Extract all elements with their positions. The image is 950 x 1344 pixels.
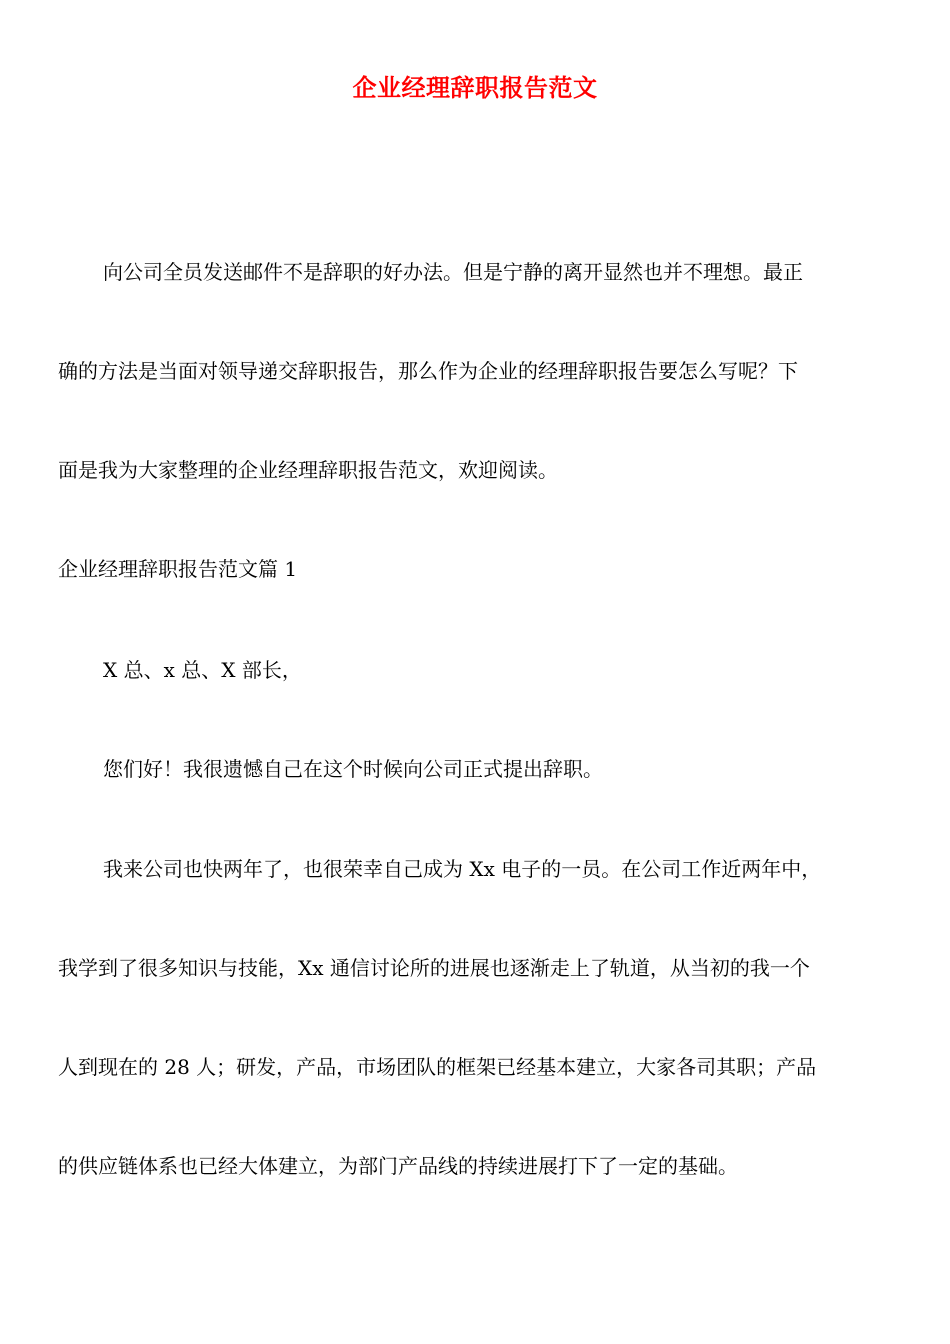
paragraph-line: 您们好！我很遗憾自己在这个时候向公司正式提出辞职。 <box>103 757 603 781</box>
paragraph-line: 向公司全员发送邮件不是辞职的好办法。但是宁静的离开显然也并不理想。最正 <box>103 260 803 284</box>
paragraph-line: 人到现在的 28 人；研发，产品，市场团队的框架已经基本建立，大家各司其职；产品 <box>58 1055 817 1079</box>
section-heading: 企业经理辞职报告范文篇 1 <box>58 557 298 581</box>
paragraph-line: 我学到了很多知识与技能，Xx 通信讨论所的进展也逐渐走上了轨道，从当初的我一个 <box>58 956 810 980</box>
paragraph-line: 我来公司也快两年了，也很荣幸自己成为 Xx 电子的一员。在公司工作近两年中， <box>103 857 822 881</box>
paragraph-line: 确的方法是当面对领导递交辞职报告，那么作为企业的经理辞职报告要怎么写呢？下 <box>58 359 798 383</box>
paragraph-line: 的供应链体系也已经大体建立，为部门产品线的持续进展打下了一定的基础。 <box>58 1154 738 1178</box>
paragraph-line: 面是我为大家整理的企业经理辞职报告范文，欢迎阅读。 <box>58 458 558 482</box>
salutation: X 总、x 总、X 部长， <box>103 658 302 682</box>
document-title: 企业经理辞职报告范文 <box>352 74 598 102</box>
